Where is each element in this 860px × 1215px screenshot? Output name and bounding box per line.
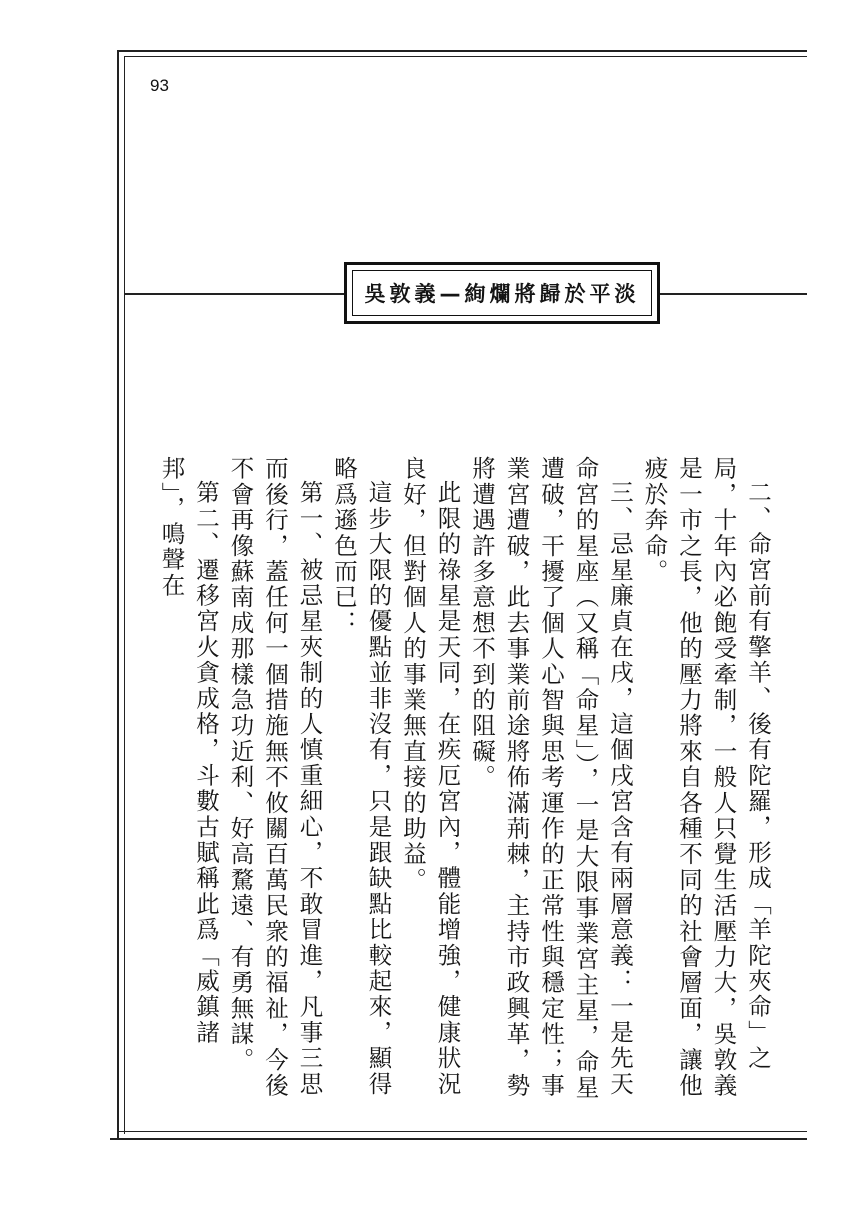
title-rule-right bbox=[660, 293, 807, 295]
page-border-left-outer bbox=[117, 50, 119, 1140]
paragraph: 此限的祿星是天同，在疾厄宮內，體能增強，健康狀況良好，但對個人的事業無直接的助益。 bbox=[399, 456, 462, 1097]
chapter-title-box bbox=[344, 262, 660, 324]
paragraph: 第一、被忌星夾制的人慎重細心，不敢冒進，凡事三思而後行，蓋任何一個措施無不攸關百萬民衆的福祉，今後不會再像蘇南成那樣急功近利、好高騖遠、有勇無謀。 bbox=[226, 456, 324, 1099]
paragraph: 三、忌星廉貞在戌，這個戌宮含有兩層意義：一是先天命宮的星座（又稱「命星」），一是大限事業宮主星，命星遭破，干擾了個人心智與思考運作的正常性與穩定性；事業宮遭破，此去事業前途將佈滿荊棘，主持市政興革，勢將遭遇許多意想不到的阻礙。 bbox=[468, 456, 634, 1101]
page-border-top-outer bbox=[117, 50, 807, 52]
page-border-bottom-outer bbox=[110, 1138, 807, 1140]
chapter-title: 吳敦義—絢爛將歸於平淡 bbox=[364, 282, 640, 306]
paragraph: 這步大限的優點並非沒有，只是跟缺點比較起來，顯得略爲遜色而已： bbox=[330, 456, 393, 1097]
page-border-left-inner bbox=[124, 56, 125, 1134]
page-number: 93 bbox=[150, 76, 169, 95]
page-border-top-inner bbox=[124, 56, 807, 57]
title-rule-left bbox=[125, 293, 344, 295]
chapter-title-inner-frame bbox=[352, 270, 652, 316]
paragraph: 二、命宮前有擎羊、後有陀羅，形成「羊陀夾命」之局，十年內必飽受牽制，一般人只覺生活壓力大，吳敦義是一市之長，他的壓力將來自各種不同的社會層面，讓他疲於奔命。 bbox=[640, 456, 772, 1099]
page-border-bottom-inner bbox=[118, 1131, 807, 1132]
paragraph: 第二、遷移宮火貪成格，斗數古賦稱此爲「威鎮諸邦」，鳴聲在 bbox=[157, 456, 220, 1045]
vertical-body-text bbox=[157, 456, 775, 1106]
